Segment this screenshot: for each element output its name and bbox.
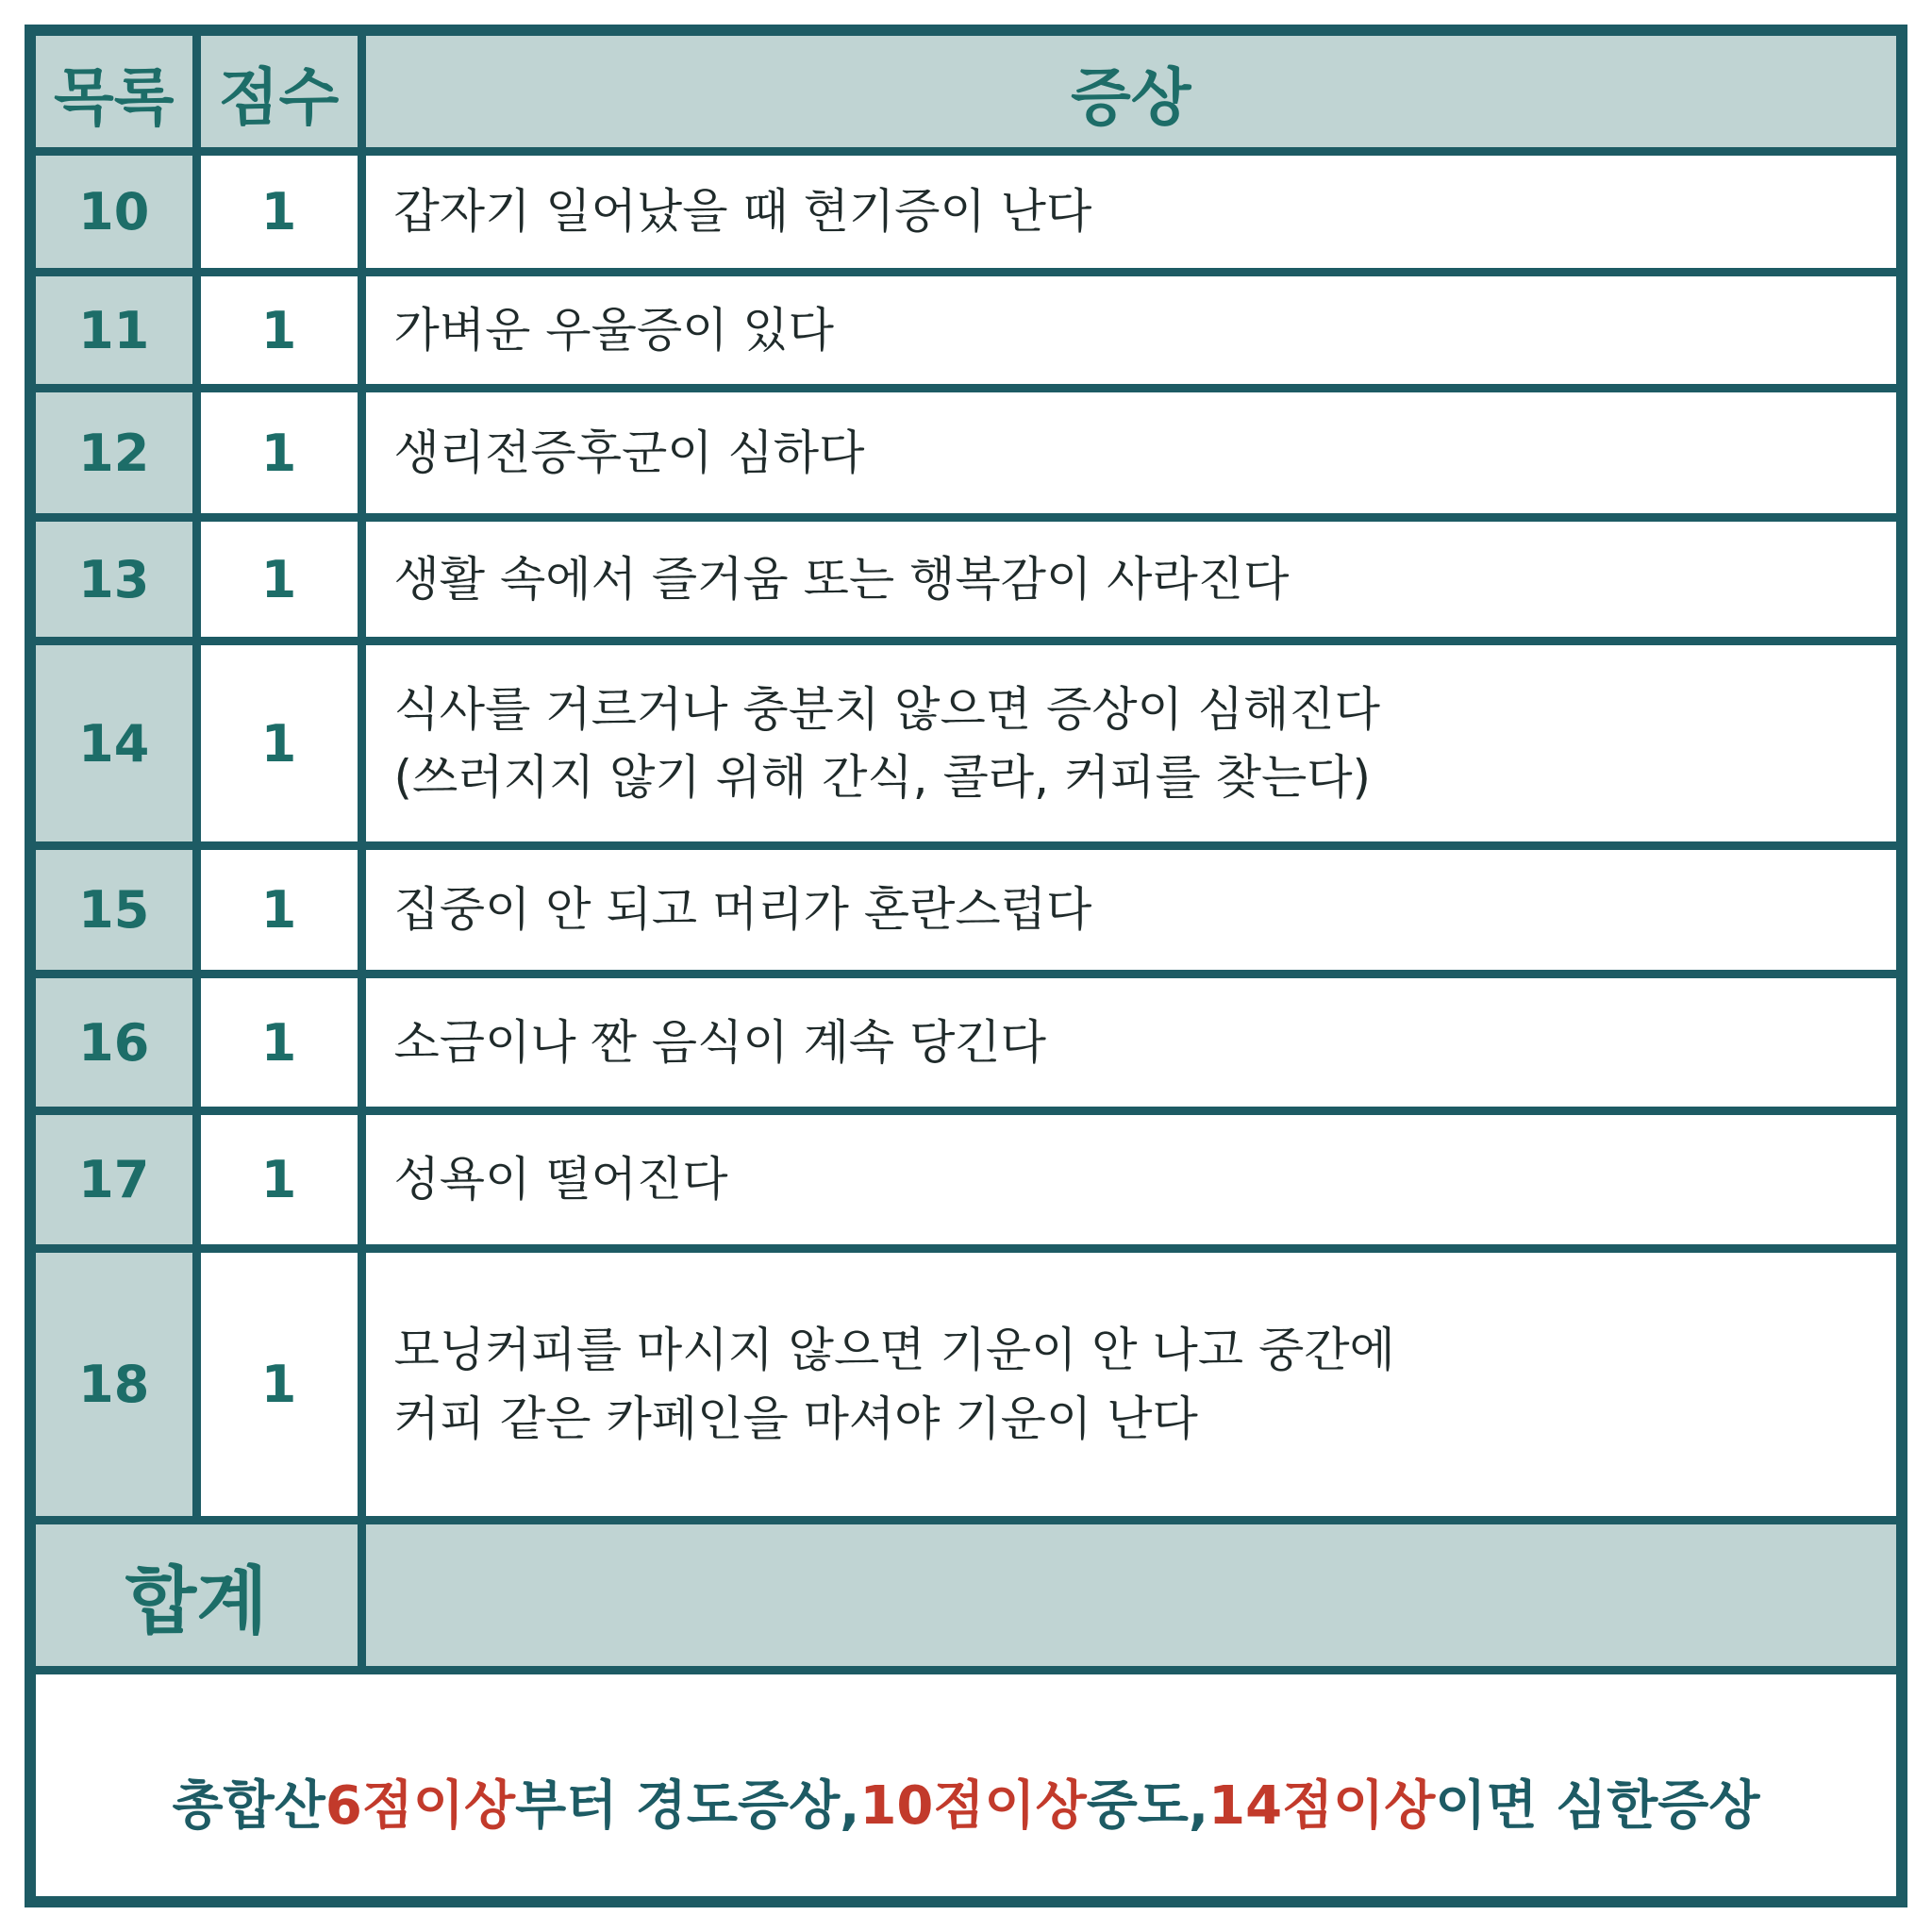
row-number: 17 (36, 1111, 196, 1249)
header-list: 목록 (36, 36, 196, 152)
table-row (36, 974, 1896, 1111)
table-row (36, 846, 1896, 974)
note-threshold: 10점이상 (859, 1775, 1087, 1837)
row-number: 12 (36, 389, 196, 518)
table-row (36, 273, 1896, 389)
row-score: 1 (196, 1249, 361, 1521)
row-score: 1 (196, 389, 361, 518)
row-score: 1 (196, 641, 361, 846)
table-header-row (36, 36, 1896, 152)
symptom-line: 식사를 거르거나 충분치 않으면 증상이 심해진다 (393, 681, 1380, 737)
symptom-line: (쓰러지지 않기 위해 간식, 콜라, 커피를 찾는다) (393, 750, 1372, 805)
row-symptom (361, 846, 1896, 974)
row-number: 15 (36, 846, 196, 974)
row-number: 16 (36, 974, 196, 1111)
symptom-line: 소금이나 짠 음식이 계속 당긴다 (393, 1014, 1046, 1070)
symptom-line: 성욕이 떨어진다 (393, 1152, 728, 1208)
total-row (36, 1521, 1896, 1671)
symptom-line: 커피 같은 카페인을 마셔야 기운이 난다 (393, 1391, 1198, 1446)
symptom-line: 가벼운 우울증이 있다 (393, 302, 834, 358)
symptom-line: 갑자기 일어났을 때 현기증이 난다 (393, 184, 1092, 240)
row-score: 1 (196, 974, 361, 1111)
row-symptom (361, 641, 1896, 846)
header-score: 점수 (196, 36, 361, 152)
row-score: 1 (196, 518, 361, 641)
table-row (36, 518, 1896, 641)
header-symptom: 증상 (361, 36, 1896, 152)
row-score: 1 (196, 152, 361, 273)
symptom-line: 생리전증후군이 심하다 (393, 425, 865, 480)
row-symptom (361, 1249, 1896, 1521)
row-number: 18 (36, 1249, 196, 1521)
symptom-line: 모닝커피를 마시지 않으면 기운이 안 나고 중간에 (393, 1323, 1395, 1377)
table-row (36, 641, 1896, 846)
row-symptom (361, 518, 1896, 641)
row-number: 14 (36, 641, 196, 846)
table-row (36, 152, 1896, 273)
row-number: 11 (36, 273, 196, 389)
symptom-line: 집중이 안 되고 머리가 혼란스럽다 (393, 882, 1092, 938)
table-row (36, 1249, 1896, 1521)
row-symptom (361, 389, 1896, 518)
row-number: 10 (36, 152, 196, 273)
row-symptom (361, 273, 1896, 389)
note-part: 총합산 (172, 1775, 325, 1837)
symptom-table (36, 36, 1896, 1674)
note-threshold: 6점이상 (325, 1775, 516, 1837)
row-score: 1 (196, 1111, 361, 1249)
table-row (36, 1111, 1896, 1249)
table-row (36, 389, 1896, 518)
total-label: 합계 (36, 1521, 361, 1671)
note-threshold: 14점이상 (1208, 1775, 1436, 1837)
row-number: 13 (36, 518, 196, 641)
row-symptom (361, 1111, 1896, 1249)
row-score: 1 (196, 273, 361, 389)
note-part: 부터 경도증상, (515, 1775, 860, 1837)
total-value[interactable] (361, 1521, 1896, 1671)
row-symptom (361, 974, 1896, 1111)
note-part: 중도, (1086, 1775, 1209, 1837)
symptom-line: 생활 속에서 즐거움 또는 행복감이 사라진다 (393, 551, 1290, 607)
scoring-note (36, 1707, 1896, 1896)
note-part: 이면 심한증상 (1435, 1775, 1760, 1837)
row-score: 1 (196, 846, 361, 974)
row-symptom (361, 152, 1896, 273)
checklist-frame (25, 25, 1907, 1907)
